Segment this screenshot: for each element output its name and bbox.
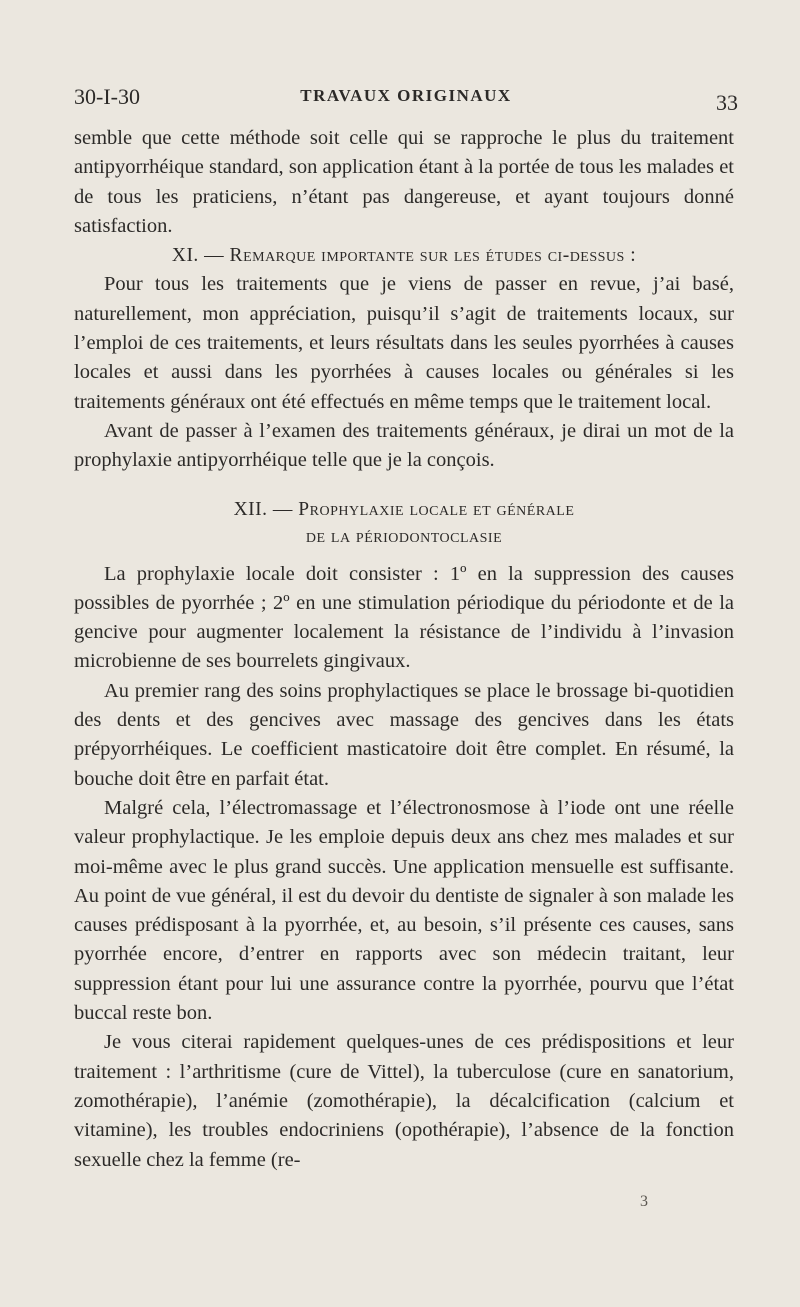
paragraph-predispositions: Je vous citerai rapidement quelques-unes de ces prédispositions et leur traitement : l’arthritisme (cure de Vittel), la tuberculose (cure en sanatorium, zomothérapie), l’anémie (zomothérapie), la décalcification (calcium et vitamine), les troubles endocriniens (opothérapie), l’absence de la fonction sexuelle chez la femme (re- [74, 1031, 734, 1171]
heading-section-xi: XI. — Remarque importante sur les études ci-dessus : [171, 245, 637, 267]
running-head [74, 84, 738, 114]
heading-section-xii [74, 496, 734, 550]
paragraph-before-general: Avant de passer à l’examen des traitements généraux, je dirai un mot de la prophylaxie antipyorrhéique telle que je la conçois. [74, 419, 734, 472]
paragraph-electromassage: Malgré cela, l’électromassage et l’électronosmose à l’iode ont une réelle valeur prophylactique. Je les emploie depuis deux ans chez mes malades et sur moi-même avec le plus grand succès. Une application mensuelle est suffisante. Au point de vue général, il est du devoir du dentiste de signaler à son malade les causes prédisposant à la pyorrhée, et, au besoin, s’il présente ces causes, sans pyorrhée encore, d’entrer en rapports avec son médecin traitant, leur suppression étant pour lui une assurance contre la pyorrhée, pourvu que l’état buccal reste bon. [74, 796, 734, 1025]
paragraph-continuation: semble que cette méthode soit celle qui se rapproche le plus du traitement antipyorrhéique standard, son application étant à la portée de tous les malades et de tous les praticiens, n’étant pas dangereuse, et ayant toujours donné satisfaction. [74, 127, 734, 237]
section-title: TRAVAUX ORIGINAUX [300, 86, 512, 105]
paragraph-treatments-basis: Pour tous les traitements que je viens de passer en revue, j’ai basé, naturellement, mon appréciation, puisqu’il s’agit de traitements locaux, sur l’emploi de ces traitements, et leurs résultats dans les seules pyorrhées à causes locales et aussi dans les pyorrhées à causes locales ou générales si les traitements généraux ont été effectués en même temps que le traitement local. [74, 273, 734, 413]
issue-date: 30-I-30 [74, 84, 140, 109]
signature-mark: 3 [640, 1193, 648, 1210]
article-body [74, 124, 734, 1175]
paragraph-local-prophylaxis: La prophylaxie locale doit consister : 1º en la suppression des causes possibles de pyorrhée ; 2º en une stimulation périodique du périodonte et de la gencive pour augmenter localement la résistance de l’individu à l’invasion microbienne de ses bourrelets gingivaux. [74, 562, 734, 673]
page-number: 33 [716, 90, 738, 115]
heading-xii-line1: XII. — Prophylaxie locale et générale [233, 498, 575, 520]
paragraph-prophylactic-care: Au premier rang des soins prophylactiques se place le brossage bi-quotidien des dents et des gencives avec massage des gencives dans les états prépyorrhéiques. Le coefficient masticatoire doit être complet. En résumé, la bouche doit être en parfait état. [74, 679, 734, 790]
heading-xii-line2: de la périodontoclasie [305, 525, 503, 547]
